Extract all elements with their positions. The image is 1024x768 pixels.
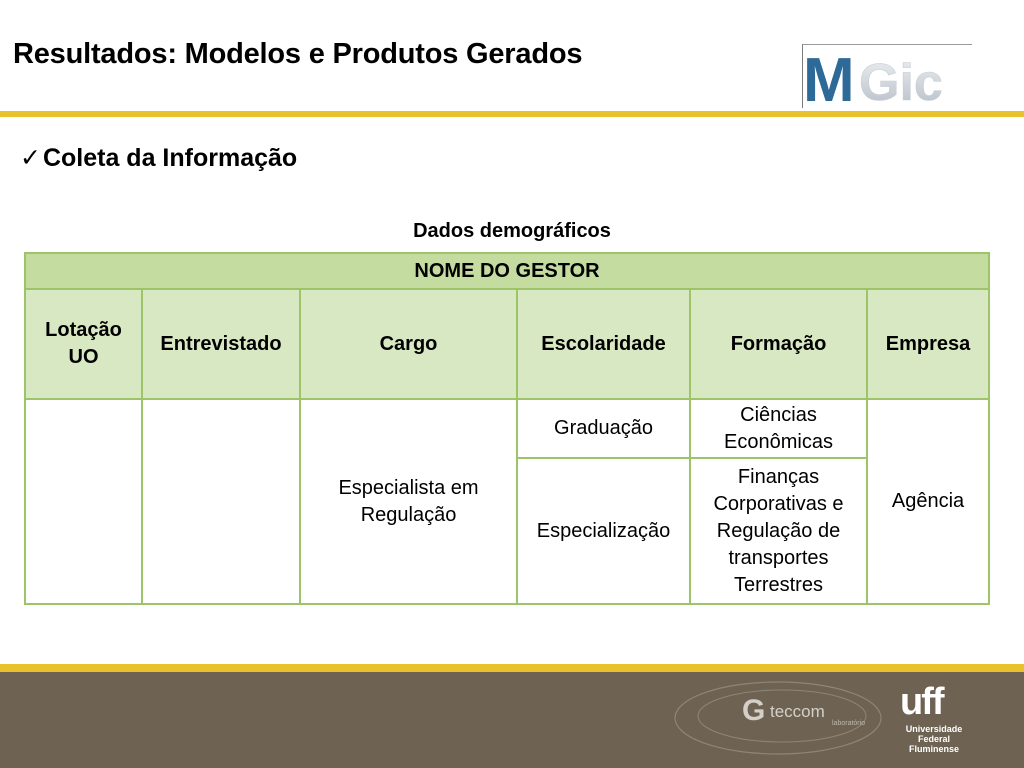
col-header-lotacao: Lotação UO (25, 289, 142, 399)
col-header-empresa: Empresa (867, 289, 989, 399)
mgic-logo-gic: Gic (859, 54, 943, 109)
cell-formacao-1: Ciências Econômicas (690, 399, 867, 458)
uff-name-line-3: Fluminense (908, 744, 959, 754)
footer-bar (0, 672, 1024, 768)
uff-name-line-2: Federal (917, 734, 950, 744)
col-header-entrevistado: Entrevistado (142, 289, 300, 399)
bullet-text: Coleta da Informação (42, 144, 298, 172)
bullet-point (20, 143, 297, 173)
check-icon: ✓ (20, 144, 41, 172)
uff-logo: uff (900, 681, 943, 723)
cell-cargo: Especialista em Regulação (300, 399, 517, 604)
gteccom-logo-sub: laboratório (832, 720, 866, 727)
gteccom-logo-g: G (742, 694, 766, 727)
gteccom-logo-text: teccom (770, 702, 825, 721)
gteccom-logo (675, 682, 881, 754)
uff-name-line-1: Universidade (905, 724, 963, 734)
header-gold-rule (0, 111, 1024, 117)
mgic-logo (802, 44, 972, 108)
table-banner: NOME DO GESTOR (25, 253, 989, 289)
slide-title: Resultados: Modelos e Produtos Gerados (13, 38, 583, 70)
col-header-escolaridade: Escolaridade (517, 289, 690, 399)
cell-escolaridade-2: Especialização (517, 458, 690, 604)
footer-gold-rule (0, 664, 1024, 672)
col-header-formacao: Formação (690, 289, 867, 399)
col-header-cargo: Cargo (300, 289, 517, 399)
cell-formacao-2: Finanças Corporativas e Regulação de transportes Terrestres (690, 458, 867, 604)
uff-name (892, 724, 976, 754)
cell-empresa: Agência (867, 399, 989, 604)
mgic-logo-m: M (803, 46, 855, 109)
table-caption: Dados demográficos (413, 220, 611, 242)
cell-entrevistado (142, 399, 300, 604)
cell-escolaridade-1: Graduação (517, 399, 690, 458)
cell-lotacao (25, 399, 142, 604)
demographics-table (24, 252, 990, 605)
